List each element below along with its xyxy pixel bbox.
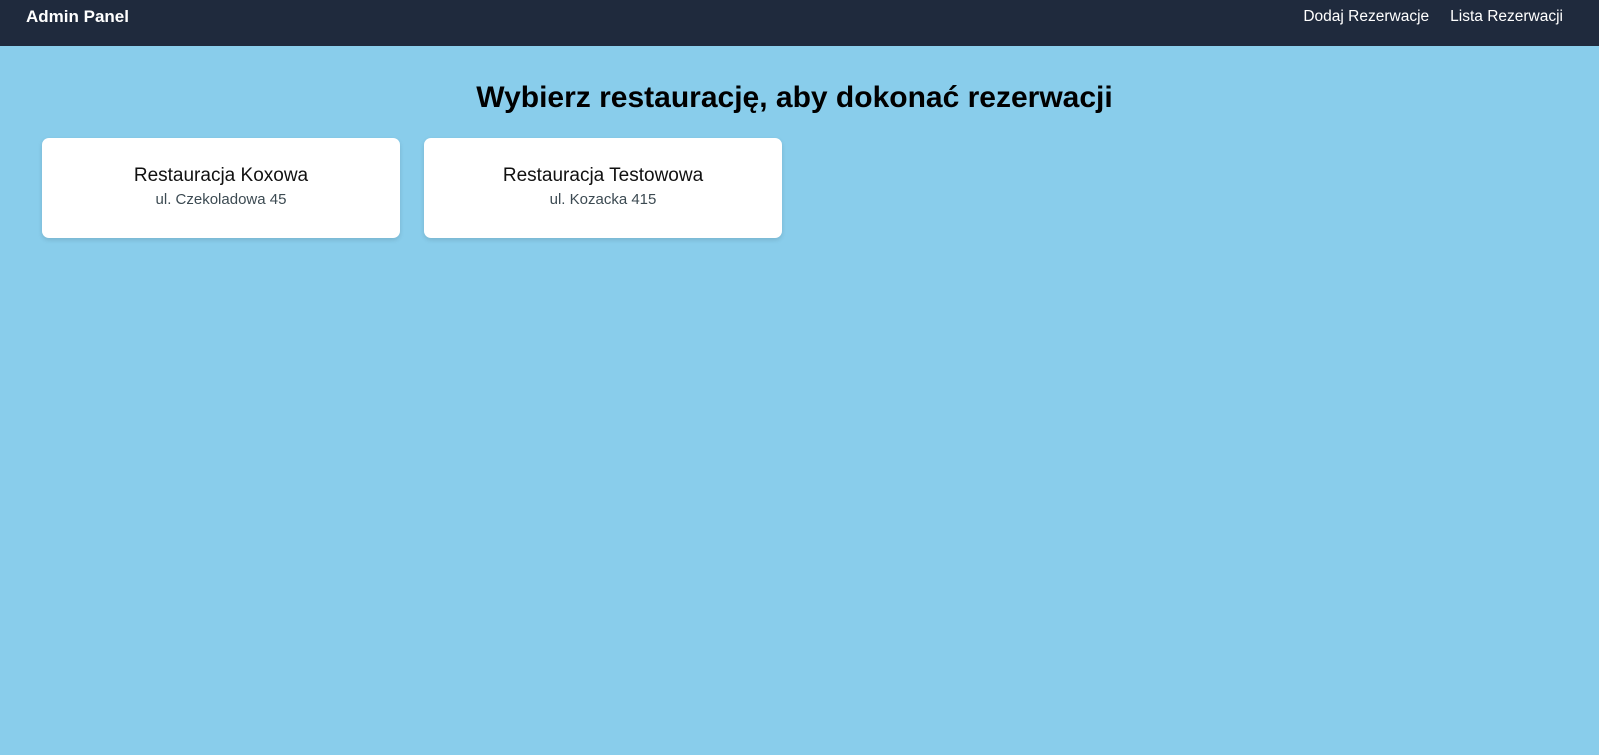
nav-link-reservation-list[interactable]: Lista Rezerwacji <box>1450 8 1563 25</box>
restaurant-address: ul. Czekoladowa 45 <box>155 191 287 208</box>
restaurant-card[interactable] <box>424 138 782 238</box>
restaurant-card-list <box>42 138 782 238</box>
page-title: Wybierz restaurację, aby dokonać rezerwacji <box>476 81 1113 114</box>
restaurant-name: Restauracja Testowowa <box>502 165 704 186</box>
nav-links <box>1303 7 1563 27</box>
top-navbar <box>0 0 1599 46</box>
nav-link-add-reservation[interactable]: Dodaj Rezerwacje <box>1303 8 1430 25</box>
restaurant-card[interactable] <box>42 138 400 238</box>
restaurant-address: ul. Kozacka 415 <box>549 191 657 208</box>
restaurant-name: Restauracja Koxowa <box>133 165 309 186</box>
admin-panel-brand-link[interactable]: Admin Panel <box>26 7 129 26</box>
